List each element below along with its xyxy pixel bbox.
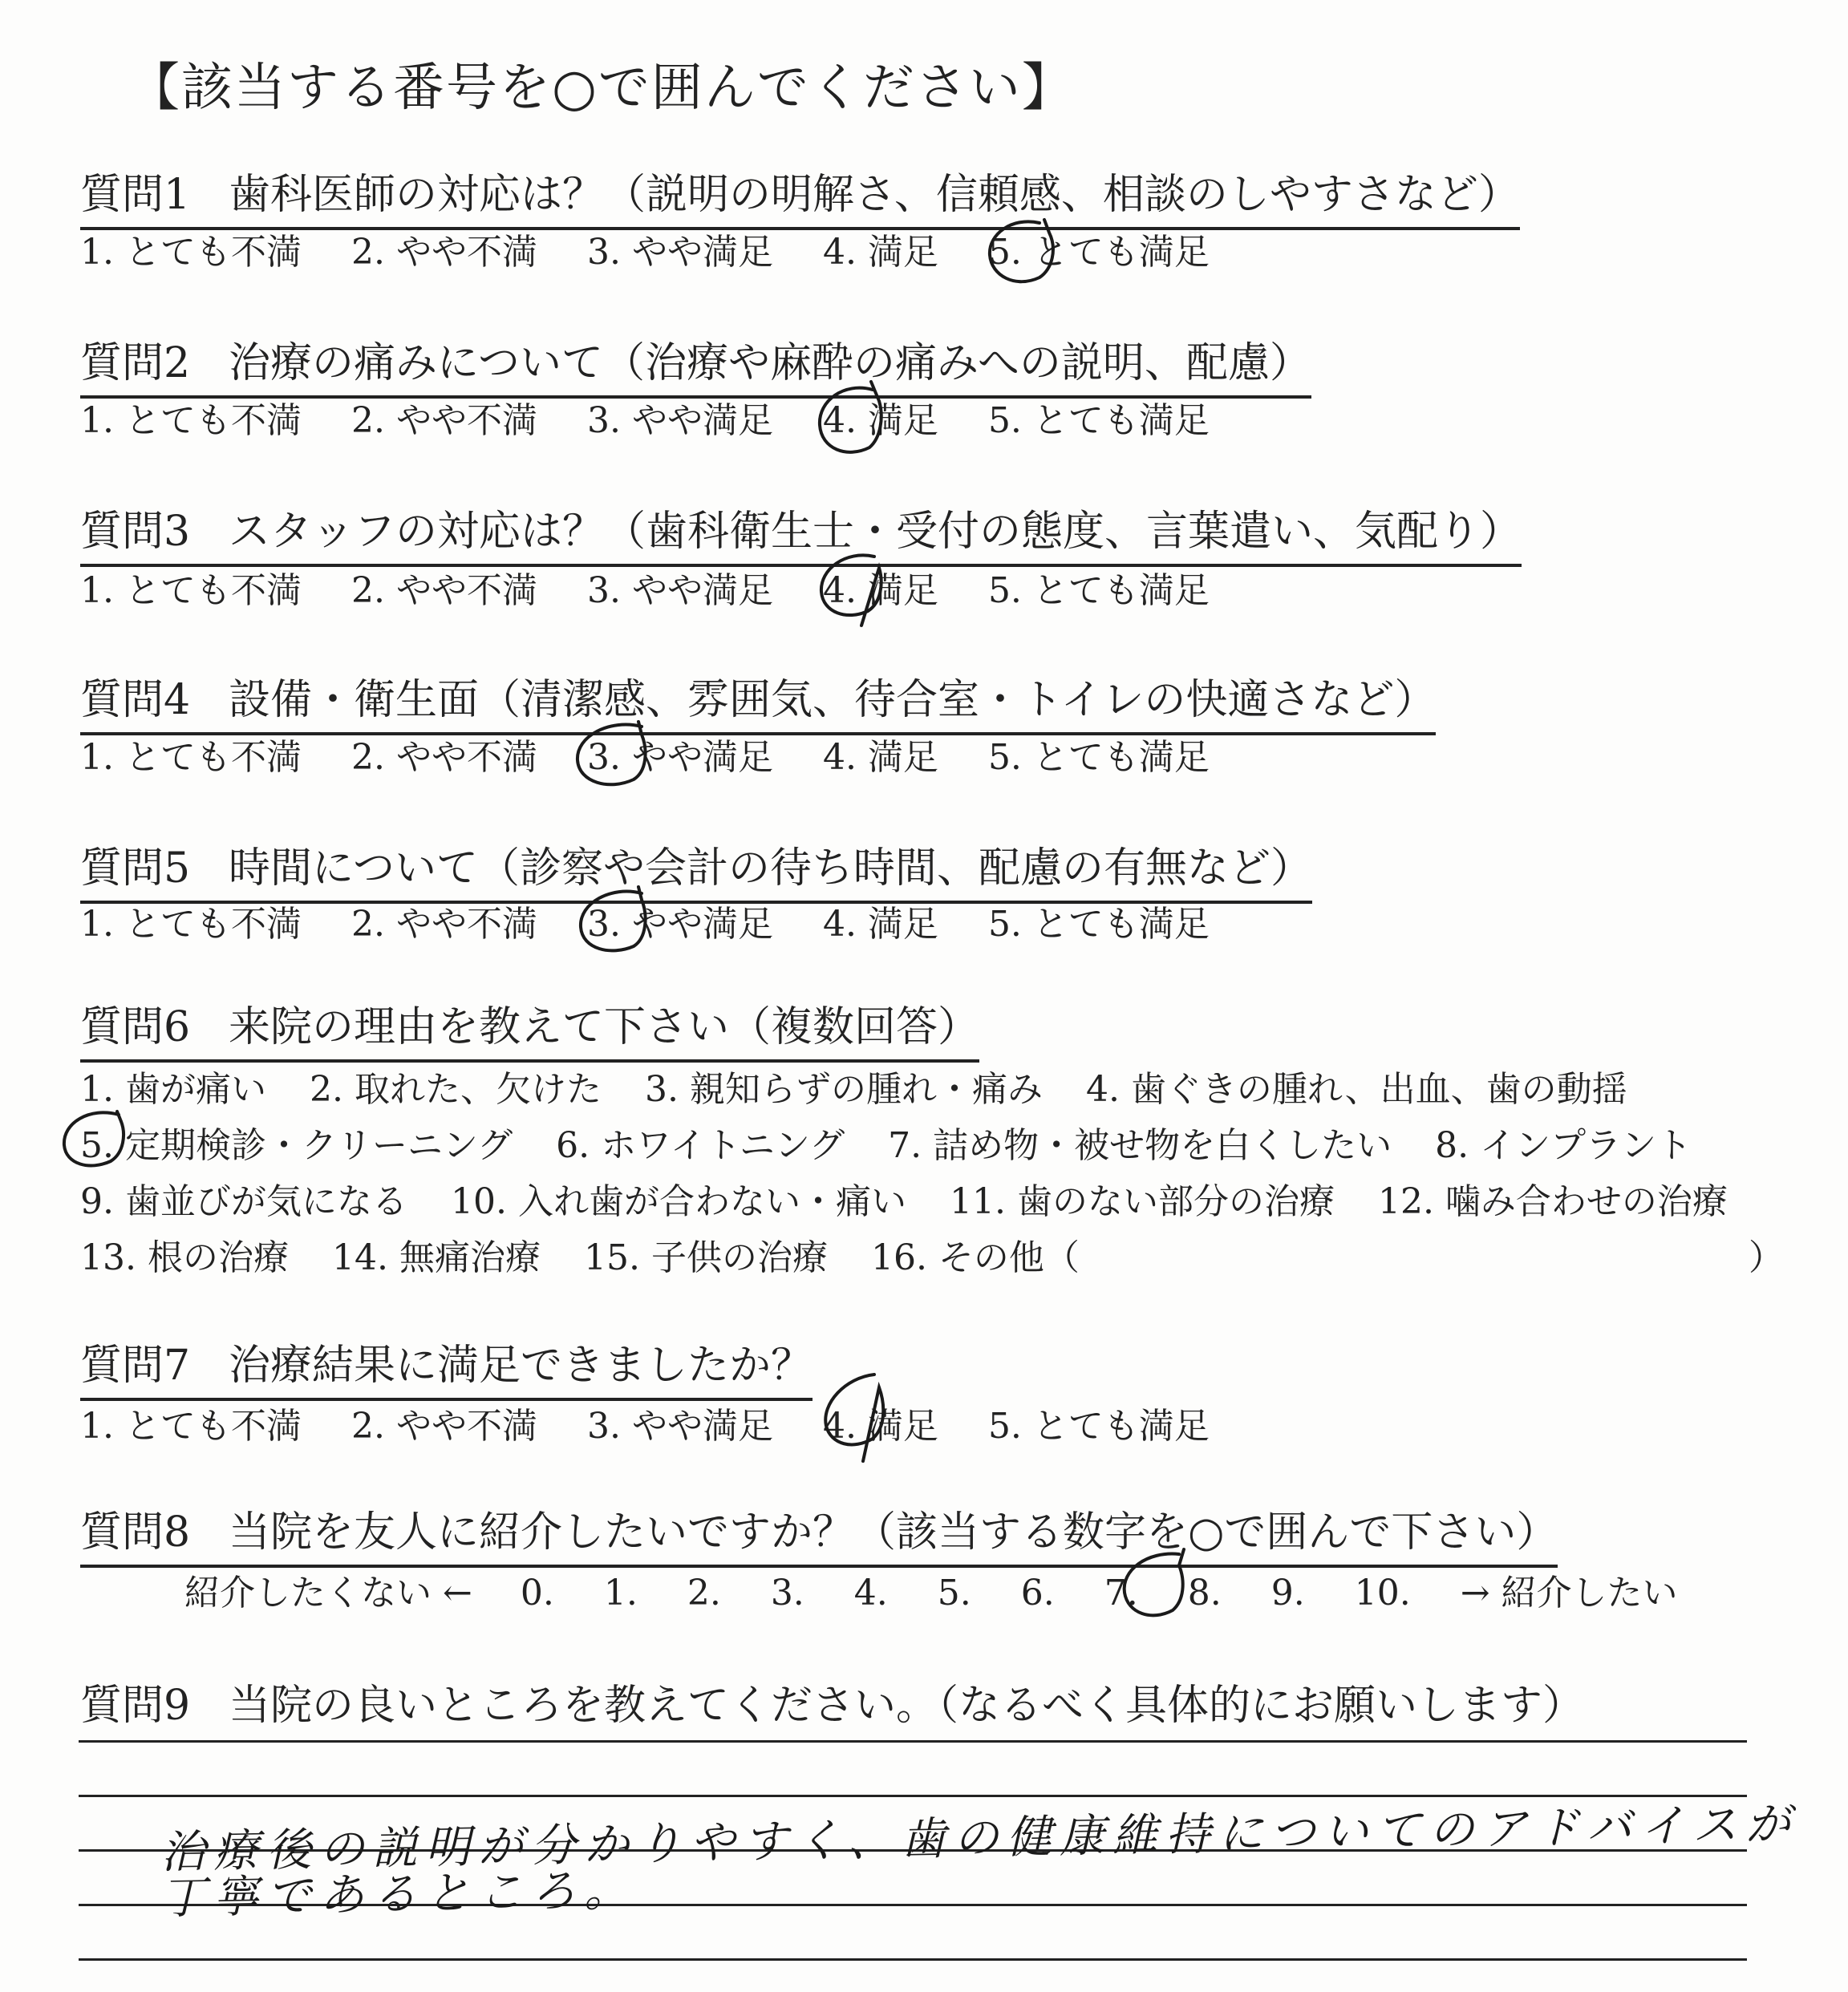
q1-option-2[interactable]: 2. やや不満: [351, 232, 537, 273]
recommend-scale: [184, 1564, 1715, 1615]
q2-option-4[interactable]: 4. 満足: [822, 400, 938, 441]
question-6-title: [80, 993, 979, 1063]
answer-line-1: [79, 1740, 1747, 1743]
q6-option-11[interactable]: 11. 歯のない部分の治療: [949, 1181, 1335, 1222]
q2-option-3[interactable]: 3. やや満足: [586, 400, 773, 441]
question-2-title: [80, 329, 1311, 399]
scale-2[interactable]: 2.: [687, 1573, 721, 1613]
q1-option-4[interactable]: 4. 満足: [822, 232, 938, 273]
handwritten-answer-line-2[interactable]: 丁寧であるところ。: [160, 1864, 638, 1925]
question-5-title: [80, 834, 1312, 904]
q5-option-3[interactable]: 3. やや満足: [586, 904, 773, 945]
question-3-options: [80, 561, 1248, 613]
q4-option-4[interactable]: 4. 満足: [822, 737, 938, 778]
question-6-text: 来院の理由を教えて下さい（複数回答）: [229, 1003, 980, 1051]
question-1-text: 歯科医師の対応は？（説明の明解さ、信頼感、相談のしやすさなど）: [229, 171, 1520, 219]
q7-option-2[interactable]: 2. やや不満: [351, 1406, 537, 1447]
q3-option-2[interactable]: 2. やや不満: [351, 570, 537, 611]
question-7-number: 質問7: [80, 1342, 191, 1390]
scale-5[interactable]: 5.: [937, 1573, 971, 1613]
question-2-text: 治療の痛みについて（治療や麻酔の痛みへの説明、配慮）: [229, 339, 1311, 387]
q6-other-close-paren: ）: [1749, 1237, 1784, 1278]
q6-option-1[interactable]: 1. 歯が痛い: [80, 1069, 266, 1110]
question-3-text: スタッフの対応は？（歯科衛生士・受付の態度、言葉遣い、気配り）: [229, 508, 1522, 556]
question-7-options: [80, 1397, 1248, 1448]
q1-option-1[interactable]: 1. とても不満: [80, 232, 302, 273]
q3-option-3[interactable]: 3. やや満足: [586, 570, 773, 611]
q7-option-1[interactable]: 1. とても不満: [80, 1406, 302, 1447]
question-4-options: [80, 728, 1248, 779]
q7-option-5[interactable]: 5. とても満足: [987, 1406, 1210, 1447]
q6-option-9[interactable]: 9. 歯並びが気になる: [80, 1181, 407, 1222]
q6-option-3[interactable]: 3. 親知らずの腫れ・痛み: [644, 1069, 1043, 1110]
q6-option-13[interactable]: 13. 根の治療: [80, 1237, 289, 1278]
question-9-number: 質問9: [80, 1682, 191, 1730]
question-8-number: 質問8: [80, 1508, 191, 1557]
question-5-number: 質問5: [80, 844, 191, 893]
q4-option-1[interactable]: 1. とても不満: [80, 737, 302, 778]
question-6-row-1: [80, 1060, 1660, 1111]
q6-option-6[interactable]: 6. ホワイトニング: [556, 1125, 845, 1166]
scale-8[interactable]: 8.: [1187, 1573, 1222, 1613]
q1-option-3[interactable]: 3. やや満足: [586, 232, 773, 273]
q6-option-16[interactable]: 16. その他（: [870, 1237, 1080, 1278]
q6-option-7[interactable]: 7. 詰め物・被せ物を白くしたい: [888, 1125, 1392, 1166]
question-7-text: 治療結果に満足できましたか？: [229, 1342, 813, 1390]
question-4-text: 設備・衛生面（清潔感、雰囲気、待合室・トイレの快適さなど）: [229, 676, 1437, 724]
scale-9[interactable]: 9.: [1270, 1573, 1305, 1613]
question-3-title: [80, 497, 1522, 567]
question-6-row-4: [80, 1229, 1112, 1280]
q6-option-8[interactable]: 8. インプラント: [1435, 1125, 1692, 1166]
q6-option-4[interactable]: 4. 歯ぐきの腫れ、出血、歯の動揺: [1085, 1069, 1627, 1110]
scale-0[interactable]: 0.: [520, 1573, 554, 1613]
q4-option-3[interactable]: 3. やや満足: [586, 737, 773, 778]
q5-option-2[interactable]: 2. やや不満: [351, 904, 537, 945]
question-5-options: [80, 895, 1248, 946]
question-8-text: 当院を友人に紹介したいですか？（該当する数字を○で囲んで下さい）: [229, 1508, 1558, 1557]
question-4-title: [80, 666, 1436, 735]
scale-3[interactable]: 3.: [770, 1573, 804, 1613]
question-2-options: [80, 391, 1248, 443]
question-6-number: 質問6: [80, 1003, 191, 1051]
page-heading: 【該当する番号を○で囲んでください】: [128, 59, 1075, 118]
scale-1[interactable]: 1.: [603, 1573, 638, 1613]
answer-line-5: [79, 1958, 1747, 1961]
q5-option-5[interactable]: 5. とても満足: [987, 904, 1210, 945]
q6-option-15[interactable]: 15. 子供の治療: [583, 1237, 828, 1278]
q6-option-5[interactable]: 5. 定期検診・クリーニング: [80, 1125, 513, 1166]
q1-option-5[interactable]: 5. とても満足: [987, 232, 1210, 273]
question-5-text: 時間について（診察や会計の待ち時間、配慮の有無など）: [229, 844, 1312, 893]
q3-option-5[interactable]: 5. とても満足: [987, 570, 1210, 611]
question-4-number: 質問4: [80, 676, 191, 724]
question-1-options: [80, 223, 1248, 274]
q6-option-2[interactable]: 2. 取れた、欠けた: [309, 1069, 602, 1110]
question-9-text: 当院の良いところを教えてください。（なるべく具体的にお願いします）: [229, 1682, 1585, 1730]
scale-6[interactable]: 6.: [1020, 1573, 1055, 1613]
scale-7[interactable]: 7.: [1104, 1573, 1138, 1613]
q4-option-5[interactable]: 5. とても満足: [987, 737, 1210, 778]
q7-option-4[interactable]: 4. 満足: [822, 1406, 938, 1447]
q4-option-2[interactable]: 2. やや不満: [351, 737, 537, 778]
question-3-number: 質問3: [80, 508, 191, 556]
question-6-row-2: [80, 1116, 1724, 1168]
question-1-title: [80, 160, 1520, 230]
question-9-title: [80, 1671, 1584, 1731]
question-7-title: [80, 1331, 813, 1401]
scale-10[interactable]: 10.: [1354, 1573, 1411, 1613]
q6-option-12[interactable]: 12. 噛み合わせの治療: [1377, 1181, 1728, 1222]
q6-option-14[interactable]: 14. 無痛治療: [331, 1237, 541, 1278]
q7-option-3[interactable]: 3. やや満足: [586, 1406, 773, 1447]
handwritten-answer-line-1[interactable]: 治療後の説明が分かりやすく、歯の健康維持についてのアドバイスが: [160, 1798, 1799, 1879]
scale-right-label: → 紹介したい: [1460, 1573, 1678, 1613]
q2-option-5[interactable]: 5. とても満足: [987, 400, 1210, 441]
question-8-title: [80, 1498, 1558, 1568]
q6-option-10[interactable]: 10. 入れ歯が合わない・痛い: [450, 1181, 906, 1222]
question-2-number: 質問2: [80, 339, 191, 387]
scale-left-label: 紹介したくない ←: [184, 1573, 472, 1613]
question-1-number: 質問1: [80, 171, 191, 219]
q5-option-1[interactable]: 1. とても不満: [80, 904, 302, 945]
q3-option-1[interactable]: 1. とても不満: [80, 570, 302, 611]
q2-option-1[interactable]: 1. とても不満: [80, 400, 302, 441]
question-6-row-3: [80, 1172, 1760, 1224]
scale-4[interactable]: 4.: [853, 1573, 888, 1613]
q2-option-2[interactable]: 2. やや不満: [351, 400, 537, 441]
q3-option-4[interactable]: 4. 満足: [822, 570, 938, 611]
q5-option-4[interactable]: 4. 満足: [822, 904, 938, 945]
